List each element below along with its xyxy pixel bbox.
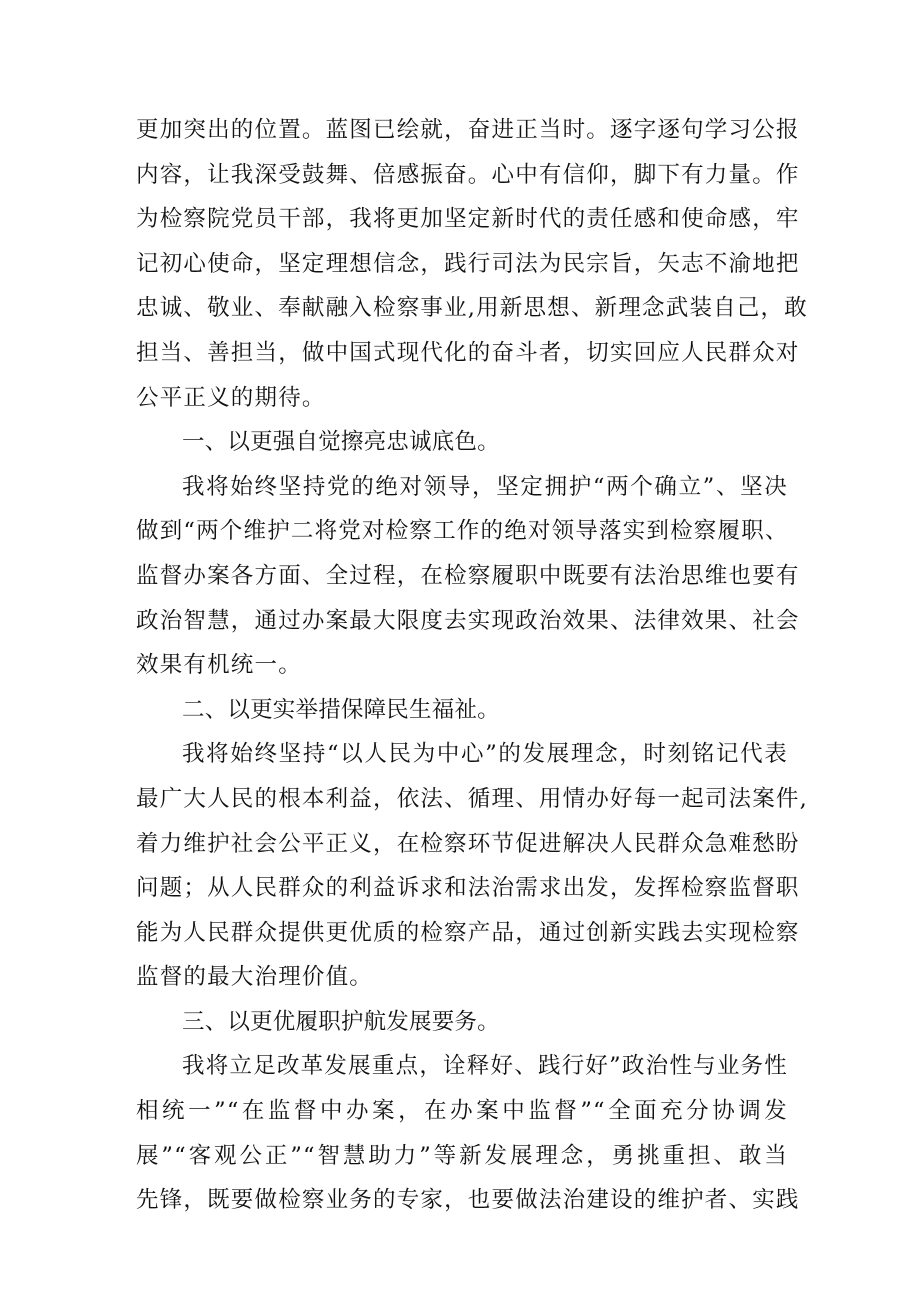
- section-2-paragraph: [136, 732, 808, 1000]
- paragraph-line: 记初心使命，坚定理想信念，践行司法为民宗旨，矢志不渝地把: [136, 250, 800, 277]
- paragraph-line: 先锋，既要做检察业务的专家，也要做法治建设的维护者、实践: [136, 1187, 800, 1214]
- section-heading-2: 二、以更实举措保障民生福祉。: [182, 696, 500, 723]
- paragraph-line: 监督的最大治理价值。: [136, 964, 374, 991]
- document-page: [136, 108, 808, 1223]
- section-3-paragraph: [136, 1044, 800, 1222]
- paragraph-line: 最广大人民的根本利益，依法、循理、用情办好每一起司法案件,: [136, 785, 808, 812]
- paragraph-line: 更加突出的位置。蓝图已绘就，奋进正当时。逐字逐句学习公报: [136, 117, 800, 143]
- section-1-paragraph: [136, 465, 800, 688]
- paragraph-line: 能为人民群众提供更优质的检察产品，通过创新实践去实现检察: [136, 919, 800, 946]
- paragraph-line: 做到“两个维护二将党对检察工作的绝对领导落实到检察履职、: [136, 518, 789, 545]
- paragraph-line: 忠诚、敬业、奉献融入检察事业,用新思想、新理念武装自己，敢: [136, 295, 808, 322]
- paragraph-line: 相统一”“在监督中办案，在办案中监督”“全面充分协调发: [136, 1098, 788, 1125]
- paragraph-line: 问题；从人民群众的利益诉求和法治需求出发，发挥检察监督职: [136, 875, 800, 902]
- paragraph-line: 内容，让我深受鼓舞、倍感振奋。心中有信仰，脚下有力量。作: [136, 161, 800, 188]
- paragraph-line: 担当、善担当，做中国式现代化的奋斗者，切实回应人民群众对: [136, 339, 800, 366]
- section-heading-3: 三、以更优履职护航发展要务。: [182, 1008, 500, 1035]
- paragraph-line: 政治智慧，通过办案最大限度去实现政治效果、法律效果、社会: [136, 607, 800, 634]
- paragraph-line: 我将立足改革发展重点，诠释好、践行好”政治性与业务性: [182, 1053, 788, 1080]
- paragraph-line: 为检察院党员干部，我将更加坚定新时代的责任感和使命感，牢: [136, 206, 800, 233]
- intro-paragraph: [136, 108, 808, 420]
- paragraph-line: 着力维护社会公平正义，在检察环节促进解决人民群众急难愁盼: [136, 830, 800, 857]
- paragraph-line: 我将始终坚持党的绝对领导，坚定拥护“两个确立”、坚决: [182, 473, 788, 500]
- paragraph-line: 监督办案各方面、全过程，在检察履职中既要有法治思维也要有: [136, 562, 800, 589]
- paragraph-line: 效果有机统一。: [136, 652, 302, 679]
- paragraph-line: 我将始终坚持“以人民为中心”的发展理念，时刻铭记代表: [182, 741, 788, 768]
- paragraph-line: 公平正义的期待。: [136, 384, 326, 411]
- section-heading-1: 一、以更强自觉擦亮忠诚底色。: [182, 429, 500, 456]
- paragraph-line: 展”“客观公正”“智慧助力”等新发展理念，勇挑重担、敢当: [136, 1142, 788, 1169]
